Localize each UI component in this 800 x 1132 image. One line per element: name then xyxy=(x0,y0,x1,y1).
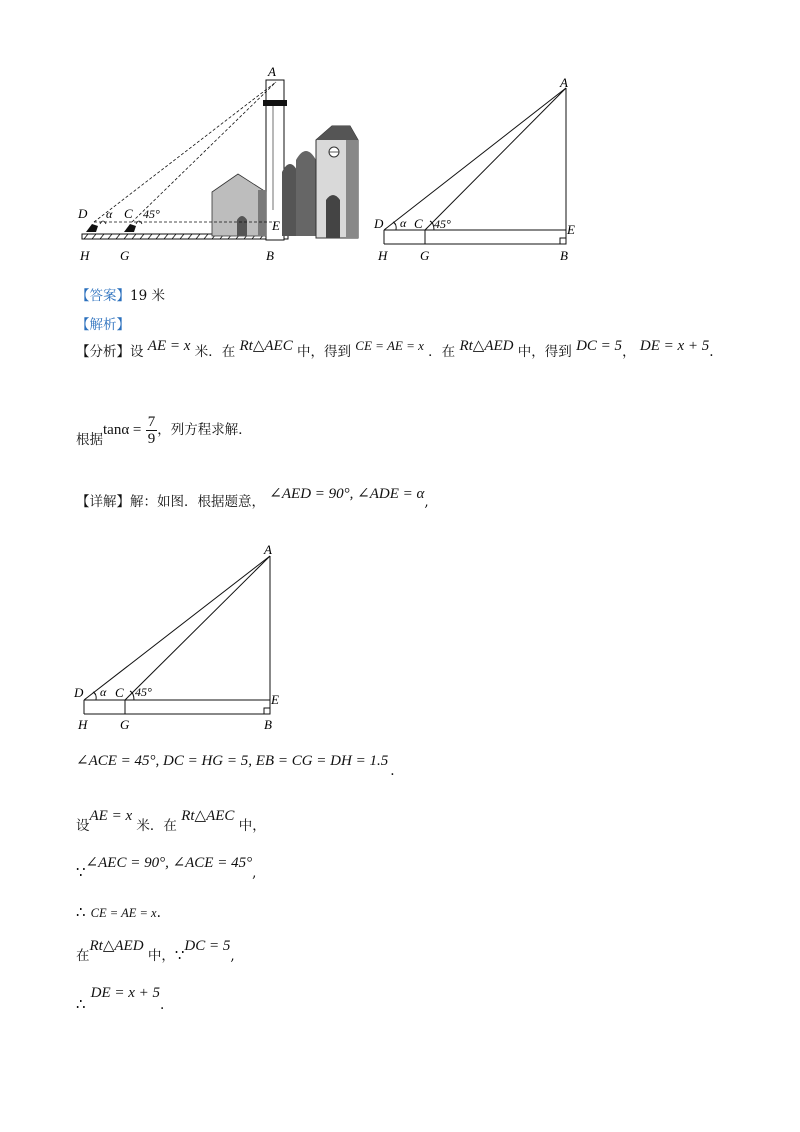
detail-text: , xyxy=(424,494,429,510)
tower-band xyxy=(263,100,287,106)
diag1-H: H xyxy=(378,248,388,263)
detail-text: 解：如图．根据题意， xyxy=(130,494,265,510)
scene-figure xyxy=(70,60,370,270)
fenxi-text: ．在 xyxy=(428,344,456,360)
basis-math: tanα = xyxy=(103,422,142,438)
fenxi-text: 设 xyxy=(130,344,144,360)
basis-text: ，列方程求解． xyxy=(157,422,252,438)
diag1-45: 45° xyxy=(434,217,451,231)
fraction-7-9 xyxy=(146,414,158,447)
analysis-heading: 【解析】 xyxy=(76,317,130,333)
diag2-C: C xyxy=(115,685,124,700)
step-line-5 xyxy=(76,934,235,964)
diag2-D: D xyxy=(74,685,84,700)
therefore-symbol: ∴ xyxy=(76,903,86,921)
fenxi-text: ， xyxy=(622,344,636,360)
label-alpha: α xyxy=(106,207,113,221)
fenxi-math: AE = x xyxy=(147,338,191,354)
label-C: C xyxy=(124,206,133,221)
step-text: 中， xyxy=(147,948,175,964)
diag1-A: A xyxy=(560,76,568,90)
because-symbol: ∵ xyxy=(76,863,86,881)
therefore-symbol: ∴ xyxy=(76,995,86,1013)
basis-line xyxy=(76,414,252,447)
step-text: . xyxy=(160,997,165,1013)
step-math: ∠ACE = 45°, DC = HG = 5, EB = CG = DH = 1.5 xyxy=(76,753,389,769)
step-math: AE = x xyxy=(89,808,133,824)
fenxi-math: CE = AE = x xyxy=(355,338,424,353)
fenxi-math: Rt△AED xyxy=(459,338,514,354)
step-text: 在 xyxy=(76,948,90,964)
step-text: 中， xyxy=(238,818,266,834)
answer-tag: 【答案】 xyxy=(76,288,130,304)
diag2-E: E xyxy=(271,692,279,707)
fenxi-math: DE = x + 5 xyxy=(639,338,710,354)
diag2-alpha: α xyxy=(100,685,107,699)
detail-tag: 【详解】 xyxy=(76,494,130,510)
diag1-E: E xyxy=(567,222,575,237)
step-line-6 xyxy=(76,982,165,1013)
label-E: E xyxy=(272,218,280,233)
answer-value: 19 米 xyxy=(130,288,165,304)
step-math: DE = x + 5 xyxy=(90,985,161,1001)
fraction-numerator: 7 xyxy=(147,414,156,430)
step-line-2 xyxy=(76,804,266,834)
basis-text: 根据 xyxy=(76,432,103,448)
observer-D xyxy=(86,224,98,232)
diag2-A: A xyxy=(264,542,272,557)
step-line-3 xyxy=(76,852,257,881)
fenxi-text: 中，得到 xyxy=(517,344,572,360)
label-H: H xyxy=(80,248,90,263)
fenxi-text: 中，得到 xyxy=(297,344,351,360)
step-text: 设 xyxy=(76,818,90,834)
fenxi-math: DC = 5 xyxy=(576,338,623,354)
diag1-D: D xyxy=(374,216,384,231)
step-text: . xyxy=(390,763,395,779)
diag1-C: C xyxy=(414,216,423,231)
tree xyxy=(282,164,298,236)
fenxi-tag: 【分析】 xyxy=(76,344,130,360)
step-text: . xyxy=(156,905,161,921)
geometry-figure-mid xyxy=(70,540,285,732)
step-text: , xyxy=(230,948,235,964)
label-45: 45° xyxy=(143,207,160,221)
step-line-4 xyxy=(76,902,161,921)
diag2-G: G xyxy=(120,717,130,732)
step-math: DC = 5 xyxy=(184,938,231,954)
geometry-figure-top xyxy=(370,76,585,266)
step-math: ∠AEC = 90°, ∠ACE = 45° xyxy=(85,855,253,871)
step-math: Rt△AEC xyxy=(181,808,235,824)
diag1-alpha: α xyxy=(400,216,407,230)
step-math: Rt△AED xyxy=(89,938,144,954)
label-B: B xyxy=(266,248,274,263)
fenxi-line xyxy=(76,340,714,361)
diag2-H: H xyxy=(78,717,88,732)
fenxi-text: . xyxy=(709,344,714,360)
step-line-1 xyxy=(76,750,395,779)
diag1-G: G xyxy=(420,248,430,263)
step-text: , xyxy=(252,865,257,881)
fenxi-math: Rt△AEC xyxy=(239,338,293,354)
label-D: D xyxy=(78,206,88,221)
label-A: A xyxy=(268,64,276,79)
diag2-B: B xyxy=(264,717,272,732)
detail-math: ∠AED = 90°, ∠ADE = α xyxy=(269,486,425,502)
fenxi-text: 米．在 xyxy=(194,344,236,360)
fraction-denominator: 9 xyxy=(147,431,156,447)
label-G: G xyxy=(120,248,130,263)
answer-line xyxy=(76,284,165,304)
step-math: CE = AE = x xyxy=(90,906,157,920)
diag1-B: B xyxy=(560,248,568,263)
because-symbol: ∵ xyxy=(174,946,185,964)
step-text: 米．在 xyxy=(136,818,177,834)
observer-C xyxy=(124,224,136,232)
detail-line xyxy=(76,486,429,511)
diag2-45: 45° xyxy=(135,685,152,699)
